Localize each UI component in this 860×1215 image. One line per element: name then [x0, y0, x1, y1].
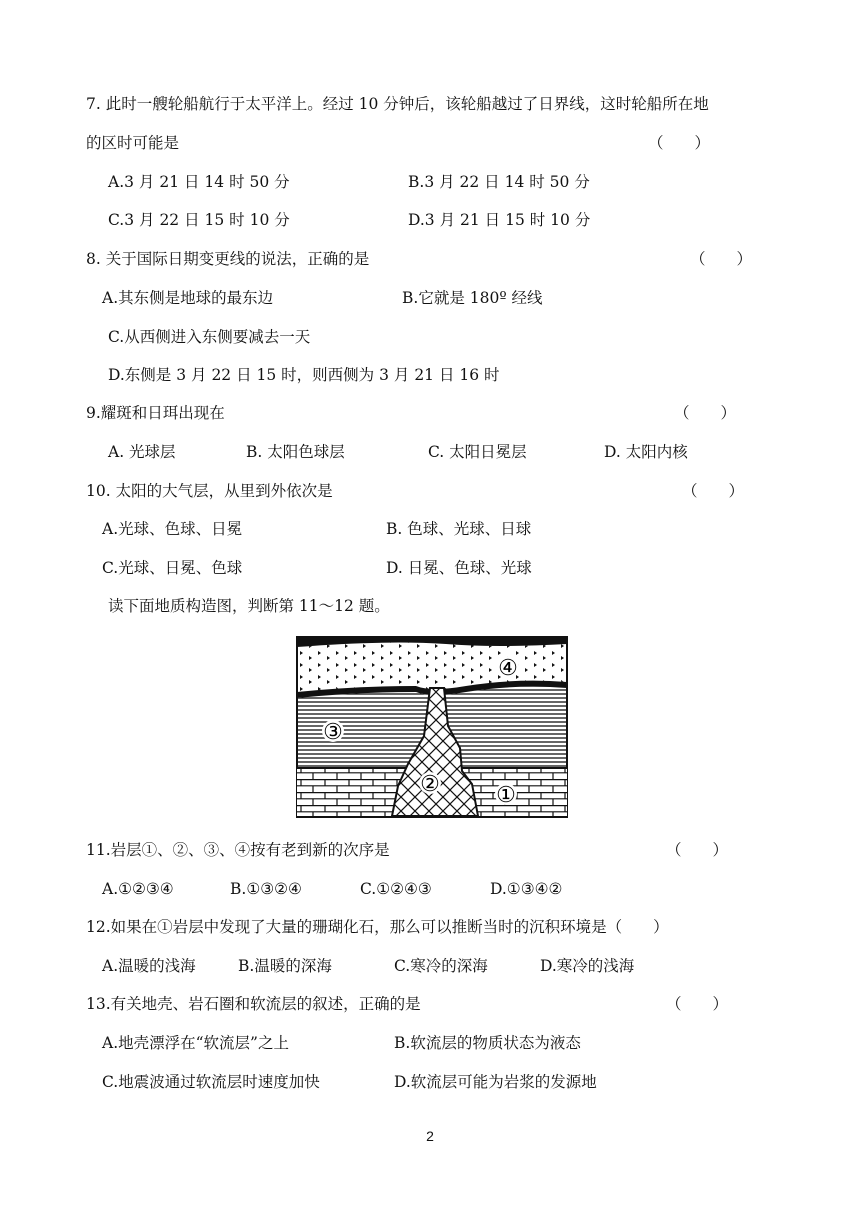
q9-stem: 9.耀斑和日珥出现在 — [86, 404, 225, 422]
q13-option-d: D.软流层可能为岩浆的发源地 — [394, 1073, 597, 1091]
label-layer-3: ③ — [323, 720, 343, 745]
q11-option-a: A.①②③④ — [102, 880, 174, 898]
q7-answer-paren: （ ） — [648, 134, 711, 152]
q7-stem-line1: 7. 此时一艘轮船航行于太平洋上。经过 10 分钟后，该轮船越过了日界线，这时轮船所在地 — [86, 95, 709, 113]
q13-option-a: A.地壳漂浮在“软流层”之上 — [102, 1034, 289, 1052]
q11-option-c: C.①②④③ — [360, 880, 432, 898]
q12-option-c: C.寒冷的深海 — [394, 957, 488, 975]
q9-option-b: B. 太阳色球层 — [246, 443, 345, 461]
q8-option-d: D.东侧是 3 月 22 日 15 时，则西侧为 3 月 21 日 16 时 — [108, 366, 500, 384]
q11-answer-paren: （ ） — [666, 841, 729, 859]
q7-option-c: C.3 月 22 日 15 时 10 分 — [108, 211, 290, 229]
q8-option-c: C.从西侧进入东侧要减去一天 — [108, 328, 311, 346]
q13-option-c: C.地震波通过软流层时速度加快 — [102, 1073, 320, 1091]
q10-option-d: D. 日冕、色球、光球 — [386, 559, 532, 577]
label-layer-4: ④ — [498, 656, 518, 681]
q10-option-a: A.光球、色球、日冕 — [102, 520, 243, 538]
q7-stem-line2: 的区时可能是 — [86, 134, 180, 152]
q11-option-d: D.①③④② — [490, 880, 563, 898]
q7-option-b: B.3 月 22 日 14 时 50 分 — [408, 173, 590, 191]
q12-option-b: B.温暖的深海 — [238, 957, 332, 975]
q12-stem: 12.如果在①岩层中发现了大量的珊瑚化石，那么可以推断当时的沉积环境是（ ） — [86, 918, 669, 936]
q9-option-a: A. 光球层 — [108, 443, 176, 461]
q13-stem: 13.有关地壳、岩石圈和软流层的叙述，正确的是 — [86, 995, 421, 1013]
label-layer-1: ① — [496, 783, 516, 808]
q10-option-c: C.光球、日冕、色球 — [102, 559, 243, 577]
q10-stem: 10. 太阳的大气层，从里到外依次是 — [86, 482, 333, 500]
q7-option-d: D.3 月 21 日 15 时 10 分 — [408, 211, 591, 229]
page-number: 2 — [426, 1128, 434, 1144]
q9-answer-paren: （ ） — [674, 404, 737, 422]
q11-stem: 11.岩层①、②、③、④按有老到新的次序是 — [86, 841, 390, 859]
q8-option-b: B.它就是 180º 经线 — [402, 289, 543, 307]
q10-answer-paren: （ ） — [682, 482, 745, 500]
geologic-structure-diagram — [296, 636, 568, 818]
q12-option-a: A.温暖的浅海 — [102, 957, 196, 975]
q8-option-a: A.其东侧是地球的最东边 — [102, 289, 274, 307]
figure-intro: 读下面地质构造图，判断第 11～12 题。 — [108, 597, 390, 615]
q11-option-b: B.①③②④ — [230, 880, 302, 898]
q7-option-a: A.3 月 21 日 14 时 50 分 — [108, 173, 290, 191]
q12-option-d: D.寒冷的浅海 — [540, 957, 635, 975]
q13-option-b: B.软流层的物质状态为液态 — [394, 1034, 581, 1052]
q10-option-b: B. 色球、光球、日球 — [386, 520, 532, 538]
q9-option-c: C. 太阳日冕层 — [428, 443, 527, 461]
q8-answer-paren: （ ） — [690, 250, 753, 268]
q9-option-d: D. 太阳内核 — [604, 443, 688, 461]
label-layer-2: ② — [420, 772, 440, 797]
q13-answer-paren: （ ） — [666, 995, 729, 1013]
q8-stem: 8. 关于国际日期变更线的说法，正确的是 — [86, 250, 370, 268]
